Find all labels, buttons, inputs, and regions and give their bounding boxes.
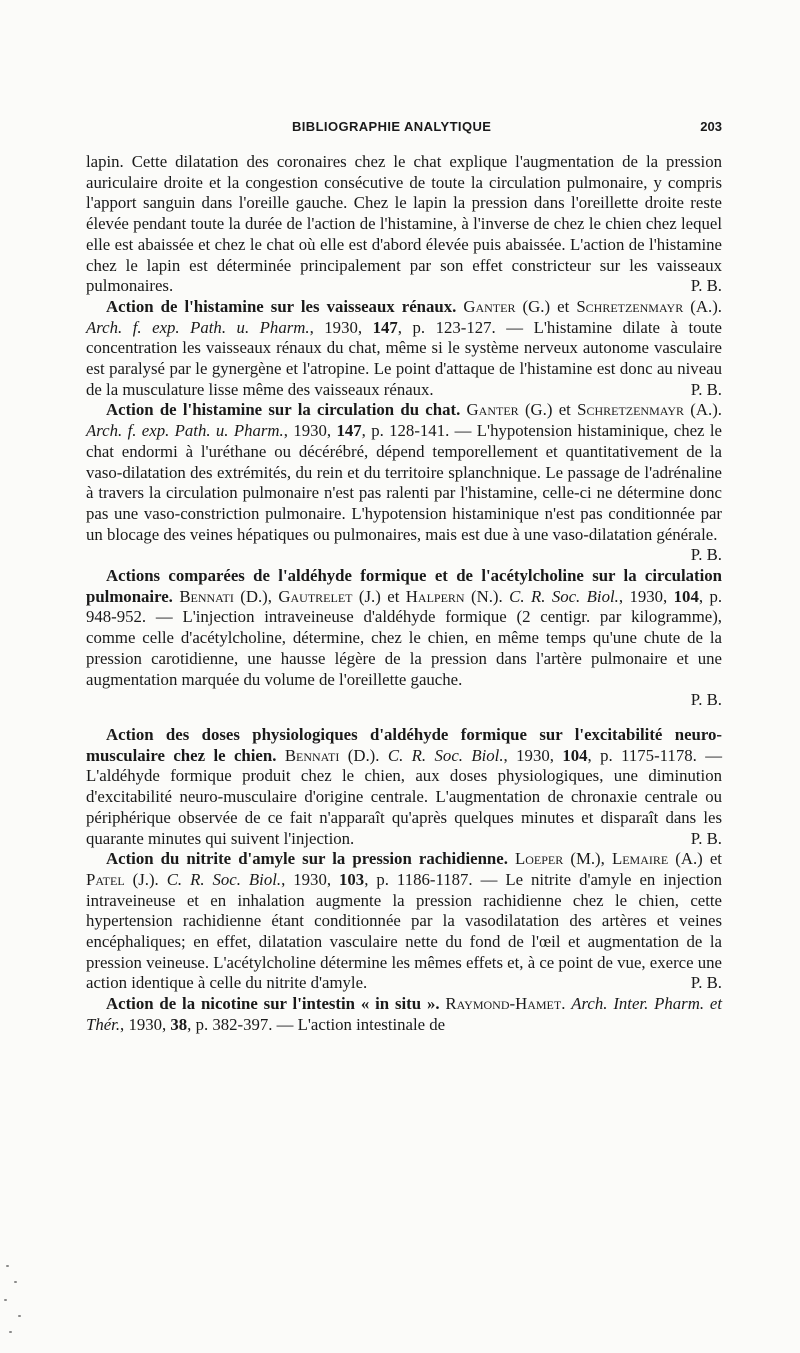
- journal-name: Arch. f. exp. Path. u. Pharm.: [86, 421, 284, 441]
- author-name: Schretzenmayr: [577, 400, 685, 420]
- entry-title: Action des doses physiologiques d'aldéhyde formique sur l'excitabilité neuro-musculaire chez le chien.: [86, 724, 722, 765]
- bibliography-entry: [86, 725, 722, 849]
- author-name: Lemaire: [611, 849, 669, 869]
- journal-name: Arch. f. exp. Path. u. Pharm.: [86, 317, 310, 337]
- citation-volume: 104: [562, 745, 588, 765]
- citation-year: , 1930,: [120, 1014, 171, 1034]
- signature: P. B.: [690, 276, 722, 296]
- author-initials: (G.) et: [518, 400, 578, 420]
- page-header: [86, 119, 722, 141]
- citation-pages: , p. 382-397.: [187, 1014, 273, 1034]
- continuation-text: lapin. Cette dilatation des coronaires chez le chat explique l'augmentation de la pression auriculaire droite et la congestion consécutive de toute la circulation pulmonaire, y compris l'apport sanguin dans l'oreille gauche. Chez le lapin la pression dans l'oreillette droite reste élevée pendant toute la durée de l'action de l'histamine, à l'inverse de chez le chien chez lequel elle est abaissée et chez le chat où elle est d'abord élevée puis abaissée. L'action de l'histamine chez le lapin est déterminée principalement par son effet constricteur sur les vaisseaux pulmonaires.: [86, 152, 722, 296]
- entry-title: Action de l'histamine sur la circulation du chat.: [106, 400, 461, 420]
- citation-pages: , p. 123-127.: [397, 317, 496, 337]
- entry-body: — L'aldéhyde formique produit chez le chien, aux doses physiologiques, une diminution d'excitabilité neuro-musculaire d'origine centrale. L'augmentation de chronaxie centrale ou périphérique observée de ce fait n'apparaît qu'après quelques minutes et disparaît dans les quarante minutes qui suivent l'injection.: [86, 745, 722, 848]
- citation-volume: 104: [673, 586, 699, 606]
- author-initials: (G.) et: [515, 296, 577, 316]
- entry-title: Actions comparées de l'aldéhyde formique et de l'acétylcholine sur la circulation pulmonaire.: [86, 566, 722, 606]
- entry-body: — L'histamine dilate à toute concentration les vaisseaux rénaux du chat, même si le système nerveux autonome vasculaire est paralysé par le gynergène et l'atropine. Le point d'attaque de l'histamine est donc au niveau de la musculature lisse même des vaisseaux rénaux.: [86, 317, 722, 399]
- author-initials: (D.),: [233, 586, 279, 606]
- citation-year: , 1930,: [281, 869, 340, 889]
- citation-pages: , p. 1186-1187.: [364, 869, 473, 889]
- citation-year: , 1930,: [283, 421, 337, 441]
- entry-title: Action de la nicotine sur l'intestin « in situ ».: [106, 994, 440, 1014]
- author-initials: (J.).: [124, 869, 167, 889]
- signature: P. B.: [690, 973, 722, 993]
- citation-volume: 147: [336, 421, 362, 441]
- continuation-paragraph: [86, 152, 722, 297]
- signature: P. B.: [690, 828, 722, 848]
- journal-name: Arch. Inter. Pharm. et Thér.: [86, 994, 722, 1034]
- scan-speckles: [0, 1255, 40, 1345]
- page-number: 203: [700, 119, 722, 134]
- page-body: [86, 152, 722, 1036]
- citation-year: , 1930,: [309, 317, 373, 337]
- signature: P. B.: [690, 379, 722, 399]
- author-name: Loeper: [515, 849, 564, 869]
- entry-title: Action de l'histamine sur les vaisseaux rénaux.: [106, 296, 457, 316]
- citation-volume: 103: [339, 869, 365, 889]
- citation-volume: 147: [372, 317, 398, 337]
- bibliography-entry: [86, 400, 722, 565]
- author-initials: .: [561, 994, 572, 1014]
- entry-body: — L'action intestinale de: [272, 1014, 446, 1034]
- author-initials: (A.).: [684, 400, 722, 420]
- citation-pages: , p. 1175-1178.: [587, 745, 697, 765]
- author-initials: (N.).: [464, 586, 510, 606]
- citation-volume: 38: [170, 1014, 188, 1034]
- author-initials: (A.).: [683, 296, 722, 316]
- author-name: Ganter: [466, 400, 519, 420]
- entry-body: — Le nitrite d'amyle en injection intraveineuse et en inhalation augmente la pression rachidienne chez le chien, cette hypertension rachidienne étant conditionnée par la vasodilatation des artères et veines encéphaliques; en effet, dilatation vasculaire nette du fond de l'œil et augmentation de la pression veineuse. L'acétylcholine détermine les mêmes effets et, à ce point de vue, exerce une action identique à celle du nitrite d'amyle.: [86, 869, 722, 993]
- journal-name: C. R. Soc. Biol.: [166, 869, 282, 889]
- author-name: Gautrelet: [278, 586, 353, 606]
- entry-body: — L'hypotension histaminique, chez le chat endormi à l'uréthane ou décérébré, dépend temporellement et quantitativement de la vaso-dilatation des extrémités, du rein et du territoire splanchnique. Le passage de l'adrénaline à travers la circulation pulmonaire n'est pas ralenti par l'histamine, celle-ci ne détermine donc pas une vaso-constriction pulmonaire. L'hypotension histaminique n'est pas conditionnée par un blocage des veines hépatiques ou pulmonaires, mais est due à une vaso-dilatation générale.: [86, 421, 722, 544]
- running-title: BIBLIOGRAPHIE ANALYTIQUE: [292, 119, 492, 134]
- author-name: Schretzenmayr: [576, 296, 684, 316]
- bibliography-entry: [86, 566, 722, 711]
- bibliography-entry: [86, 994, 722, 1035]
- citation-pages: , p. 948-952.: [86, 586, 723, 627]
- author-name: Ganter: [463, 296, 516, 316]
- entry-body: — L'injection intraveineuse d'aldéhyde formique (2 centigr. par kilogramme), comme celle d'acétylcholine, détermine, chez le chien, en même temps qu'une chute de la pression carotidienne, une hausse légère de la pression dans l'artère pulmonaire et une augmentation marquée du volume de l'oreillette gauche.: [86, 607, 722, 689]
- signature: P. B.: [690, 690, 722, 710]
- bibliography-entry: [86, 297, 722, 401]
- author-initials: (A.) et: [668, 849, 722, 869]
- author-initials: (M.),: [563, 849, 612, 869]
- author-name: Bennati: [179, 586, 234, 606]
- citation-year: , 1930,: [503, 745, 563, 765]
- author-name: Bennati: [284, 745, 340, 765]
- citation-year: , 1930,: [618, 586, 674, 606]
- journal-name: C. R. Soc. Biol.: [387, 745, 504, 765]
- author-initials: (J.) et: [352, 586, 406, 606]
- citation-pages: , p. 128-141.: [361, 421, 450, 441]
- signature: P. B.: [690, 545, 722, 565]
- author-name: Raymond-Hamet: [445, 994, 562, 1014]
- entry-title: Action du nitrite d'amyle sur la pression rachidienne.: [106, 849, 508, 869]
- journal-name: C. R. Soc. Biol.: [509, 586, 619, 606]
- author-name: Patel: [86, 869, 125, 889]
- author-name: Halpern: [405, 586, 465, 606]
- author-initials: (D.).: [339, 745, 388, 765]
- bibliography-entry: [86, 849, 722, 994]
